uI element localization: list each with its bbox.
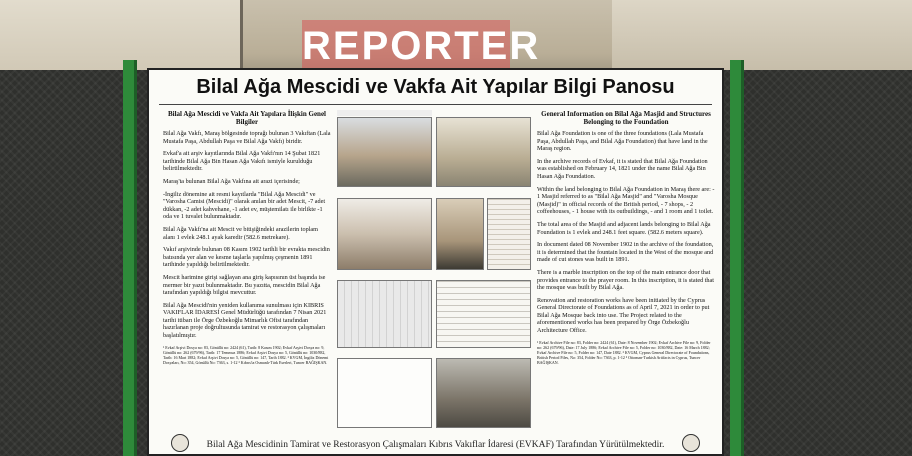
board-title: Bilal Ağa Mescidi ve Vakfa Ait Yapılar Bilgi Panosu [196, 76, 675, 98]
doorway-photo [436, 198, 484, 270]
aerial-photo [337, 117, 432, 187]
reporter-watermark: REPORTER [302, 20, 510, 72]
board-footer: Bilal Ağa Mescidinin Tamirat ve Restorasyon Çalışmaları Kıbrıs Vakıflar İdaresi (EVKAF) Tarafından Yürütülmektedir. [206, 440, 665, 450]
english-paragraph: In the archive records of Evkaf, it is stated that Bilal Ağa Foundation was established on February 14, 1821 under the name Bilal Ağa Bin Hasan Ağa Foundation. [537, 157, 708, 180]
turkish-paragraph: Evkaf'a ait arşiv kayıtlarında Bilal Ağa Vakfı'nın 14 Şubat 1821 tarihinde Bilal Ağa Bin Hasan Ağa Vakıfı ismiyle kurulduğu belirtilmektedir. [163, 150, 321, 173]
turkish-column [163, 110, 331, 370]
turkish-paragraph: Bilal Ağa Vakfı'na ait Mescit ve bitişiğindeki arazilerin toplam alanı 1 evlek 248.1 ayak karedir (582.6 metrekare). [163, 225, 318, 241]
turkish-paragraph: Bilal Ağa Vakfı, Maraş bölgesinde toprağı bulunan 3 Vakıftan (Lala Mustafa Paşa, Abdullah Paşa ve Bilal Ağa Vakfı) biridir. [163, 130, 331, 145]
fountain-photo [436, 358, 531, 428]
english-references: ¹ Evkaf Archive File no: 83, Folder no: 2424 (61), Date: 8 November 1902; Evkaf Archive File no: 9, Folder no: 262 (679/96), Date: 17 July 1886; Evkaf Archive File no: 5, Folder no: 1030/882, Date: 16 March 1882; Evkaf Archive File no: 5, Folder no: 147, Date 1882. ² KVGM, Cyprus General Directorate of Foundations, British Period Files, No: 354, Folder No: 7363, p. 1-12 ³ Ottoman-Turkish Artifacts in Cyprus, Tuncer BAĞIŞKAN. [537, 339, 711, 365]
information-board [147, 68, 724, 456]
turkish-paragraph: Bilal Ağa Mescidi'nin yeniden kullanıma sunulması için KIBRIS VAKIFLAR İDARESİ Genel Müdürlüğü tarafından 7 Nisan 2021 tarihi itibarı ile Örge Özbekoğlu Mimarlık Ofisi tarafından hazırlanan proje doğrultusunda tamirat ve restorasyon çalışmaları başlatılmıştır. [163, 301, 327, 340]
photo-caption [337, 110, 432, 116]
turkish-paragraph: Vakıf arşivinde bulunan 08 Kasım 1902 tarihli bir evrakta mescidin batısında yer alan ve kesme taşlarla yapılmış çeşmenin 1891 tarihinde yapıldığı belirtilmektedir. [163, 246, 330, 269]
english-paragraph: Renovation and restoration works have been initiated by the Cyprus General Directorate of Foundations as of April 7, 2021 in order to put Bilal Ağa Mosque back into use. The Project related to the aforementioned works has been prepared by Örge Özbekoğlu Architecture Office. [537, 296, 710, 335]
inscription-photo [487, 198, 531, 270]
turkish-paragraph: Mescit harimine girişi sağlayan ana giriş kapısının üst başında ise mermer bir yazıt bulunmaktadır. Bu yazıtta, mescidin Bilal Ağa tarafından yapıldığı bilgisi mevcuttur. [163, 273, 326, 297]
cadastral-map [337, 280, 432, 348]
turkish-paragraph: Maraş'ta bulunan Bilal Ağa Vakfına ait arazi içerisinde; [163, 177, 300, 185]
english-heading: General Information on Bilal Ağa Masjid and Structures Belonging to the Foundation [541, 110, 711, 126]
street-photo [436, 117, 531, 187]
turkish-paragraph: -İngiliz dönemine ait resmi kayıtlarda "Bilal Ağa Mescidi" ve "Varosha Camisi (Mescidi)" olarak anılan bir adet Mescit, -7 adet dükkan, -2 adet kahvehane, -1 adet ev, müştemilatı ile birlikte -1 oda ve 1 tuvalet bulunmaktadır. [163, 190, 326, 221]
turkish-references: ¹ Evkaf Arşivi Dosya no: 83, Gönüllü no: 2424 (61), Tarih: 8 Kasım 1902; Evkaf Arşivi Dosya no: 9, Gönüllü no: 262 (679/96), Tarih: 17 Temmuz 1886; Evkaf Arşivi Dosya no: 5, Gönüllü no: 1030/882, Tarih: 16 Mart 1882; Evkaf Arşivi Dosya no: 5, Gönüllü no: 147, Tarih 1882. ² KVGM, İngiliz Dönemi Dosyaları, No: 354, Gönüllü No: 7363, s. 1-12 ³ Kıbrıs'ta Osmanlı-Türk Eserleri, Tuncer BAĞIŞKAN. [163, 344, 329, 365]
turkish-heading: Bilal Ağa Mescidi ve Vakfa Ait Yapılara İlişkin Genel Bilgiler [167, 110, 327, 126]
english-paragraph: The total area of the Masjid and adjacent lands belonging to Bilal Ağa Foundation is 1 evlek and 248.1 feet square. (582.6 meters square). [537, 220, 711, 236]
evkaf-seal-icon [682, 434, 700, 452]
english-paragraph: There is a marble inscription on the top of the main entrance door that provides entrance to the prayer room. In this inscription, it is stated that the mosque was built by Bilal Ağa. [537, 268, 714, 292]
archive-document [436, 280, 531, 348]
english-column [537, 110, 715, 370]
floor-plan-drawing [337, 358, 432, 428]
building-right [612, 0, 912, 72]
english-paragraph: Within the land belonging to Bilal Ağa Foundation in Maraş there are: - 1 Masjid referred to as "Bilal Ağa Masjid" and "Varosha Mosque (Masjid)" in official records of the British period, - 7 shops, - 2 coffeehouses, - 1 house with its outbuildings, - and 1 room and 1 toilet. [537, 185, 715, 216]
title-divider [159, 104, 712, 105]
left-sign-post [123, 60, 137, 456]
english-paragraph: In document dated 08 November 1902 in the archive of the foundation, it is determined that the fountain located in the West of the mosque and made of cut stones was built in 1891. [537, 241, 714, 264]
right-sign-post [730, 60, 744, 456]
english-paragraph: Bilal Ağa Foundation is one of the three foundations (Lala Mustafa Paşa, Abdullah Paşa, and Bilal Ağa Foundation) that have land in the Maraş region. [537, 130, 708, 153]
interior-photo [337, 198, 432, 270]
photo-panel [337, 110, 531, 430]
